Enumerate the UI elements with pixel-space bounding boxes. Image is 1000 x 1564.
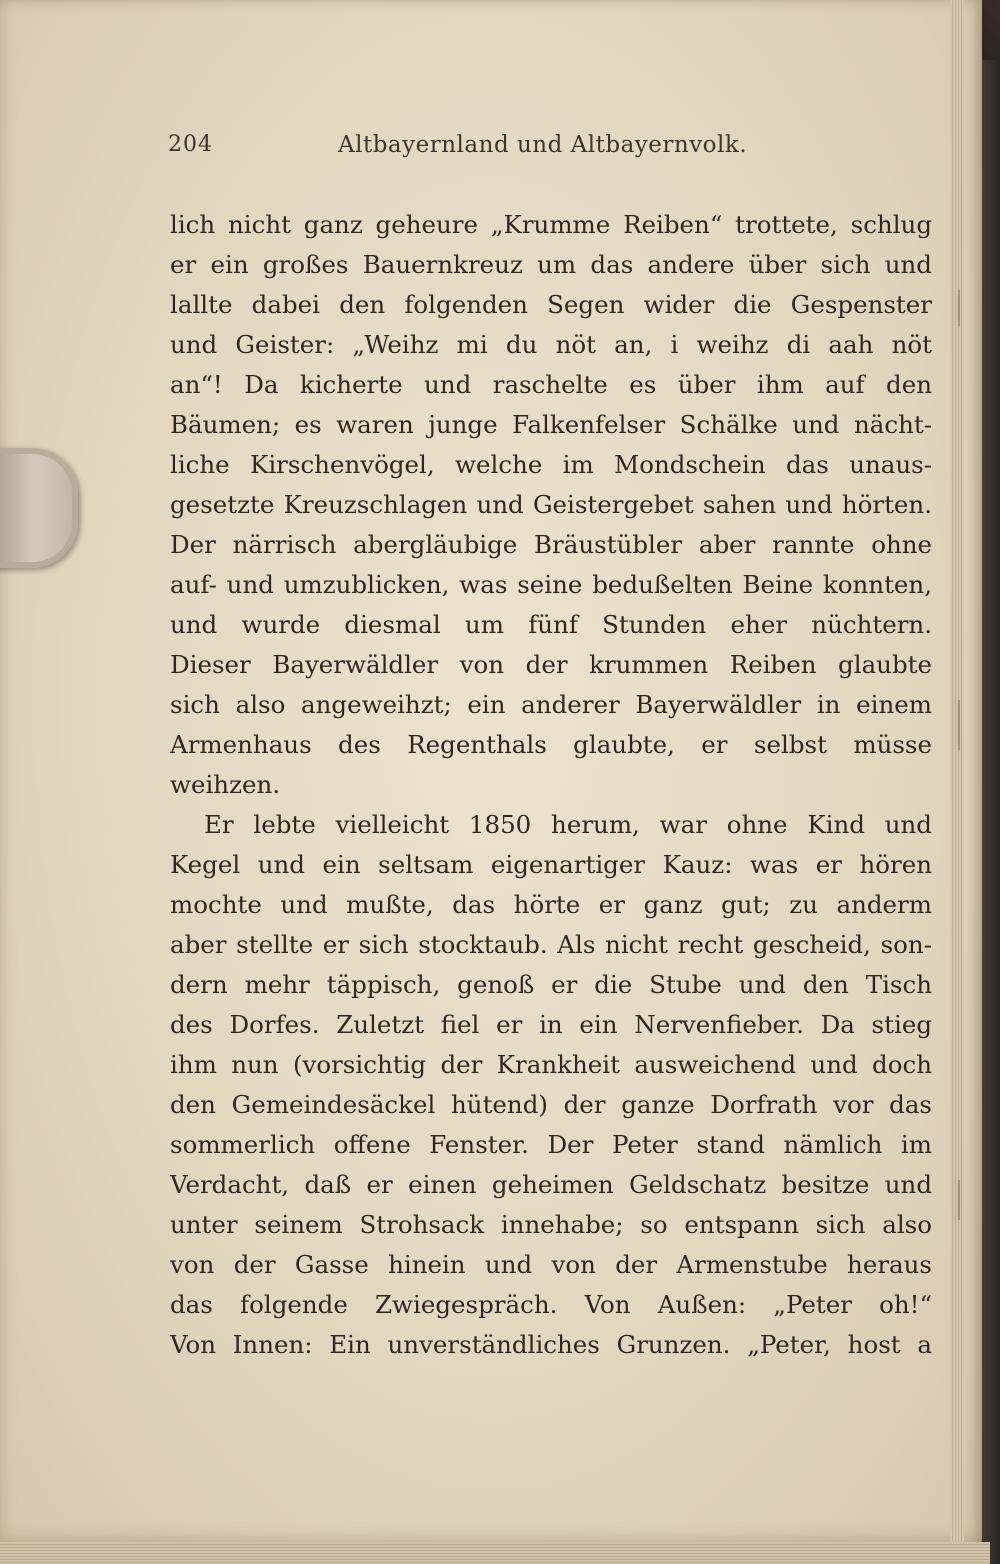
text-line: er ein großes Bauernkreuz um das andere über sich und — [170, 250, 932, 279]
page-edges-bottom — [0, 1542, 990, 1564]
text-line: Verdacht, daß er einen geheimen Geldschatz besitze und — [170, 1170, 932, 1199]
body-text — [170, 205, 932, 1365]
text-line: ihm nun (vorsichtig der Krankheit ausweichend und doch — [170, 1050, 932, 1079]
page-number: 204 — [168, 132, 213, 157]
text-line: dern mehr täppisch, genoß er die Stube und den Tisch — [170, 970, 932, 999]
text-line: und wurde diesmal um fünf Stunden eher nüchtern. — [170, 610, 932, 639]
text-line: mochte und mußte, das hörte er ganz gut; zu anderm — [170, 890, 932, 919]
text-line: sich also angeweihzt; ein anderer Bayerwäldler in einem — [170, 690, 932, 719]
text-line: Bäumen; es waren junge Falkenfelser Schälke und nächt- — [170, 410, 932, 439]
text-line: Kegel und ein seltsam eigenartiger Kauz: was er hören — [170, 850, 932, 879]
text-line: den Gemeindesäckel hütend) der ganze Dorfrath vor das — [170, 1090, 932, 1119]
binding-clip — [0, 448, 78, 568]
margin-mark — [958, 700, 960, 750]
running-title: Altbayernland und Altbayernvolk. — [338, 132, 748, 158]
text-line: liche Kirschenvögel, welche im Mondschein das unaus- — [170, 450, 932, 479]
text-line: Von Innen: Ein unverständliches Grunzen. „Peter, host a — [170, 1330, 932, 1359]
text-line: sommerlich offene Fenster. Der Peter stand nämlich im — [170, 1130, 932, 1159]
margin-mark — [958, 1180, 960, 1220]
running-head — [168, 132, 938, 166]
text-line: weihzen. — [170, 770, 281, 799]
text-line: aber stellte er sich stocktaub. Als nicht recht gescheid, son- — [170, 930, 932, 959]
text-line: Dieser Bayerwäldler von der krummen Reiben glaubte — [170, 650, 932, 679]
text-line: Armenhaus des Regenthals glaubte, er selbst müsse — [170, 730, 932, 759]
text-line: an“! Da kicherte und raschelte es über ihm auf den — [170, 370, 932, 399]
text-line: Er lebte vielleicht 1850 herum, war ohne Kind und — [204, 810, 932, 839]
text-line: lich nicht ganz geheure „Krumme Reiben“ trottete, schlug — [170, 210, 932, 239]
text-line: des Dorfes. Zuletzt fiel er in ein Nervenfieber. Da stieg — [170, 1010, 932, 1039]
text-line: gesetzte Kreuzschlagen und Geistergebet sahen und hörten. — [170, 490, 932, 519]
text-line: das folgende Zwiegespräch. Von Außen: „Peter oh!“ — [170, 1290, 932, 1319]
text-line: Der närrisch abergläubige Bräustübler aber rannte ohne — [170, 530, 932, 559]
text-line: von der Gasse hinein und von der Armenstube heraus — [170, 1250, 932, 1279]
text-line: lallte dabei den folgenden Segen wider die Gespenster — [170, 290, 932, 319]
margin-mark — [958, 290, 960, 326]
text-line: auf- und umzublicken, was seine bedußelten Beine konnten, — [170, 570, 932, 599]
text-line: unter seinem Strohsack innehabe; so entspann sich also — [170, 1210, 932, 1239]
text-line: und Geister: „Weihz mi du nöt an, i weihz di aah nöt — [170, 330, 932, 359]
page-edges-right — [950, 0, 964, 1548]
